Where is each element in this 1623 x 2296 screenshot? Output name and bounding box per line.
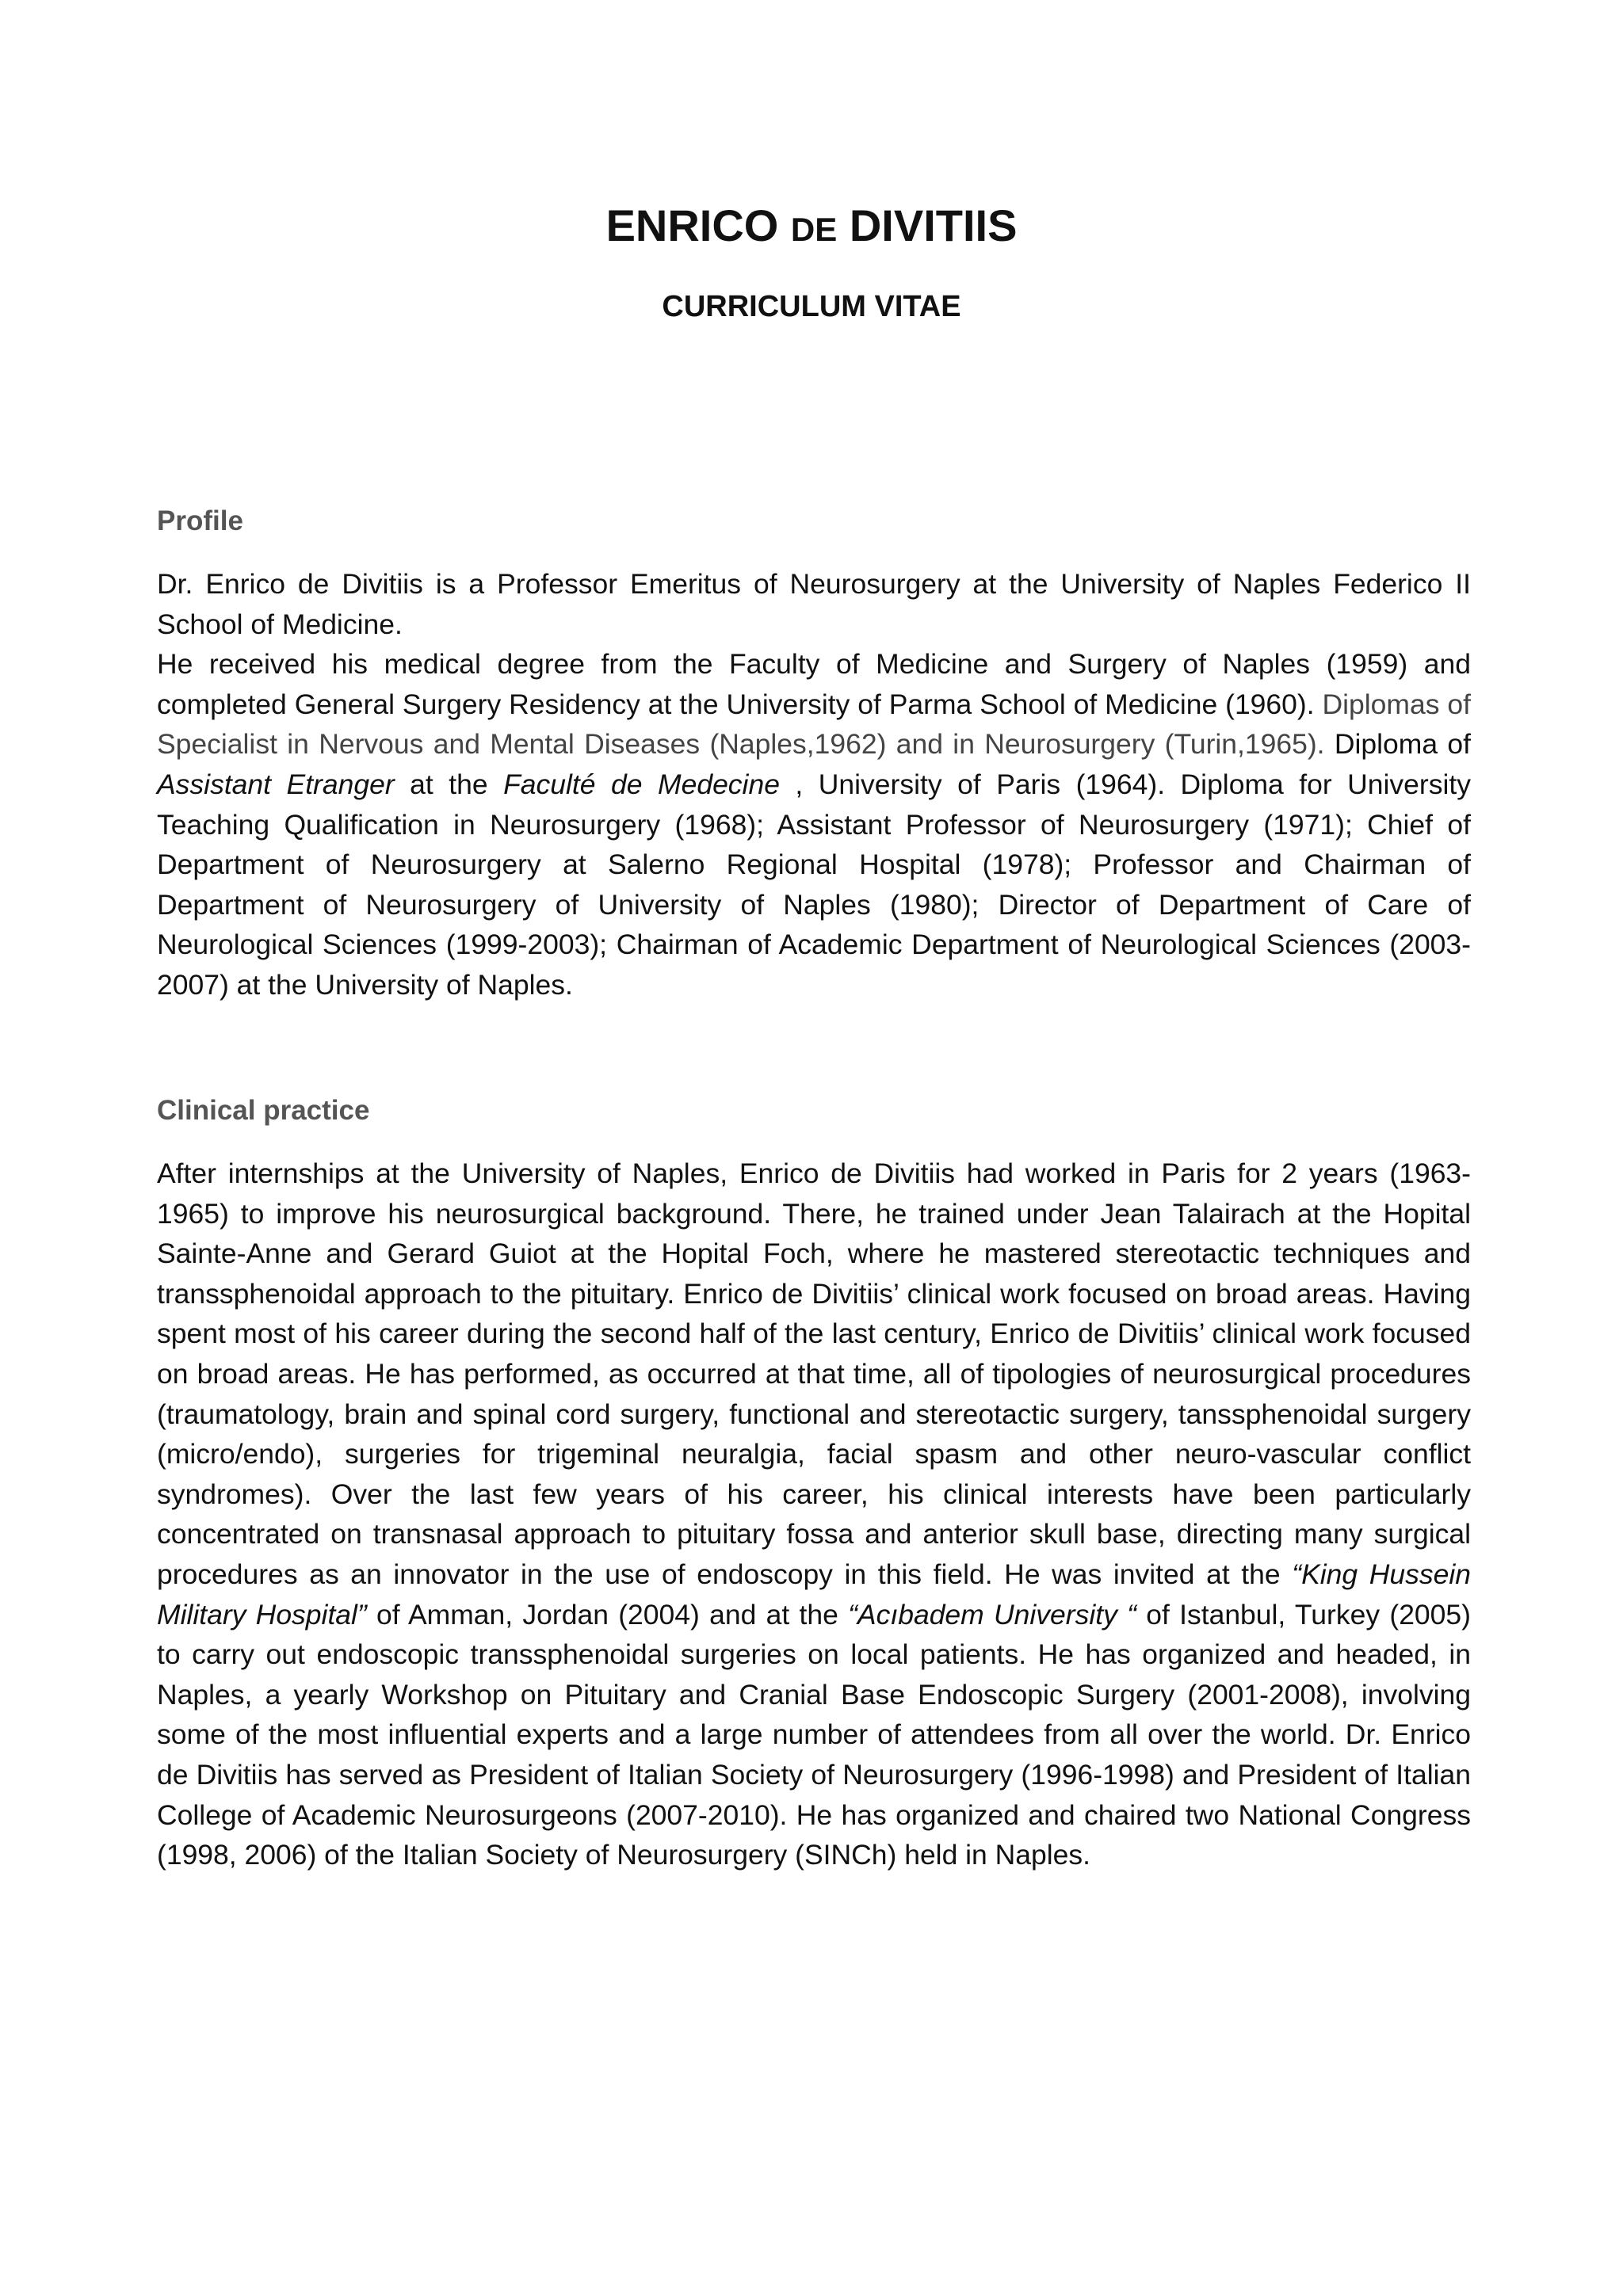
name-first: ENRICO (605, 200, 779, 250)
clinical-text-segment: of Amman, Jordan (2004) and at the (366, 1598, 849, 1630)
profile-heading: Profile (157, 505, 243, 536)
profile-paragraph-1: Dr. Enrico de Divitiis is a Professor Emeritus of Neurosurgery at the University of Naples Federico II School of Medicine. (157, 568, 1471, 640)
profile-degree-text: He received his medical degree from the Faculty of Medicine and Surgery of Naples (1959) and completed General Surgery Residency at the University of Parma School of Medicine (1960). (157, 648, 1471, 720)
profile-paragraph-2 (157, 644, 1471, 1005)
profile-text (157, 564, 1471, 1005)
clinical-text-segment: of Istanbul, Turkey (2005) to carry out endoscopic transsphenoidal surgeries on local patients. He has organized and headed, in Naples, a yearly Workshop on Pituitary and Cranial Base Endoscopic Surgery (2001-2008), involving some of the most influential experts and a large number of attendees from all over the world. Dr. Enrico de Divitiis has served as President of Italian Society of Neurosurgery (1996-1998) and President of Italian College of Academic Neurosurgeons (2007-2010). He has organized and chaired two National Congress (1998, 2006) of the Italian Society of Neurosurgery (SINCh) held in Naples. (157, 1598, 1471, 1871)
profile-career-text: , University of Paris (1964). Diploma for University Teaching Qualification in Neurosurgery (1968); Assistant Professor of Neurosurgery (1971); Chief of Department of Neurosurgery at Salerno Regional Hospital (1978); Professor and Chairman of Department of Neurosurgery of University of Naples (1980); Director of Department of Care of Neurological Sciences (1999-2003); Chairman of Academic Department of Neurological Sciences (2003-2007) at the University of Naples. (157, 768, 1471, 1001)
clinical-text-segment: After internships at the University of Naples, Enrico de Divitiis had worked in Paris for 2 years (1963-1965) to improve his neurosurgical background. There, he trained under Jean Talairach at the Hopital Sainte-Anne and Gerard Guiot at the Hopital Foch, where he mastered stereotactic techniques and transsphenoidal approach to the pituitary. Enrico de Divitiis’ clinical work focused on broad areas. Having spent most of his career during the second half of the last century, Enrico de Divitiis’ clinical work focused on broad areas. He has performed, as occurred at that time, all of tipologies of neurosurgical procedures (traumatology, brain and spinal cord surgery, functional and stereotactic surgery, tanssphenoidal surgery (micro/endo), surgeries for trigeminal neuralgia, facial spasm and other neuro-vascular conflict syndromes). Over the last few years of his career, his clinical interests have been particularly concentrated on transnasal approach to pituitary fossa and anterior skull base, directing many surgical procedures as an innovator in the use of endoscopy in this field. He was invited at the (157, 1158, 1471, 1590)
profile-text-segment: Diploma of (1324, 728, 1472, 761)
clinical-king-hussein-hospital: “King Hussein Military Hospital” (157, 1558, 1471, 1630)
clinical-practice-text (157, 1154, 1471, 1875)
profile-faculte-de-medecine: Faculté de Medecine (503, 768, 780, 800)
profile-assistant-etranger: Assistant Etranger (157, 768, 395, 800)
name-particle: DE (790, 211, 838, 248)
document-subtitle: CURRICULUM VITAE (662, 290, 961, 323)
page-title (0, 200, 1623, 251)
profile-text-segment: at the (394, 768, 504, 800)
clinical-acibadem-university: “Acıbadem University “ (848, 1598, 1136, 1630)
name-last: DIVITIIS (849, 200, 1018, 250)
clinical-practice-heading: Clinical practice (157, 1095, 370, 1126)
profile-diplomas-text: Diplomas of Specialist in Nervous and Mental Diseases (Naples,1962) and in Neurosurgery (Turin,1965). (157, 688, 1471, 761)
